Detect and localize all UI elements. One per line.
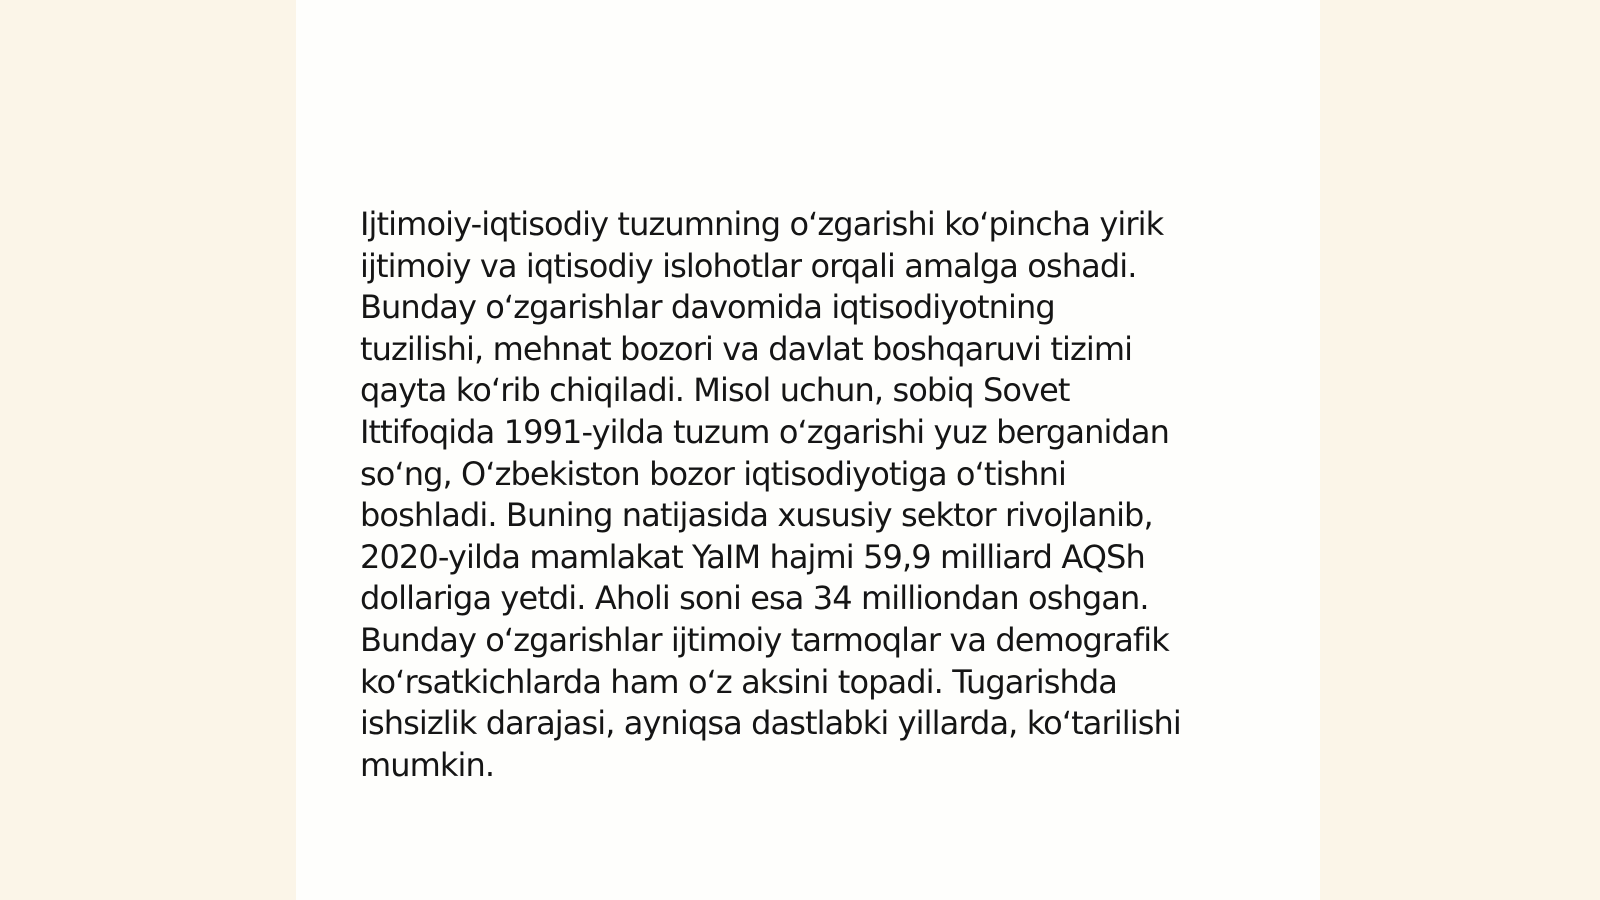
body-paragraph	[360, 204, 1260, 786]
document-page	[296, 0, 1320, 900]
paragraph-line: Ijtimoiy-iqtisodiy tuzumning oʻzgarishi koʻpincha yirik	[360, 205, 1164, 243]
paragraph-line: mumkin.	[360, 745, 495, 784]
paragraph-line: tuzilishi, mehnat bozori va davlat boshqaruvi tizimi	[360, 329, 1133, 368]
paragraph-line: soʻng, Oʻzbekiston bozor iqtisodiyotiga oʻtishni	[360, 454, 1067, 493]
paragraph-line: dollariga yetdi. Aholi soni esa 34 milliondan oshgan.	[360, 579, 1149, 618]
paragraph-line: Ittifoqida 1991-yilda tuzum oʻzgarishi yuz berganidan	[360, 412, 1169, 451]
paragraph-line: koʻrsatkichlarda ham oʻz aksini topadi. Tugarishda	[360, 662, 1118, 701]
paragraph-line: ijtimoiy va iqtisodiy islohotlar orqali amalga oshadi.	[360, 246, 1137, 285]
paragraph-line: Bunday oʻzgarishlar davomida iqtisodiyotning	[360, 288, 1055, 327]
paragraph-line: qayta koʻrib chiqiladi. Misol uchun, sobiq Sovet	[360, 371, 1070, 410]
paragraph-line: 2020-yilda mamlakat YaIM hajmi 59,9 milliard AQSh	[360, 537, 1145, 576]
paragraph-line: boshladi. Buning natijasida xususiy sektor rivojlanib,	[360, 496, 1153, 535]
paragraph-line: ishsizlik darajasi, ayniqsa dastlabki yillarda, koʻtarilishi	[360, 704, 1181, 743]
paragraph-line: Bunday oʻzgarishlar ijtimoiy tarmoqlar va demografik	[360, 620, 1169, 659]
